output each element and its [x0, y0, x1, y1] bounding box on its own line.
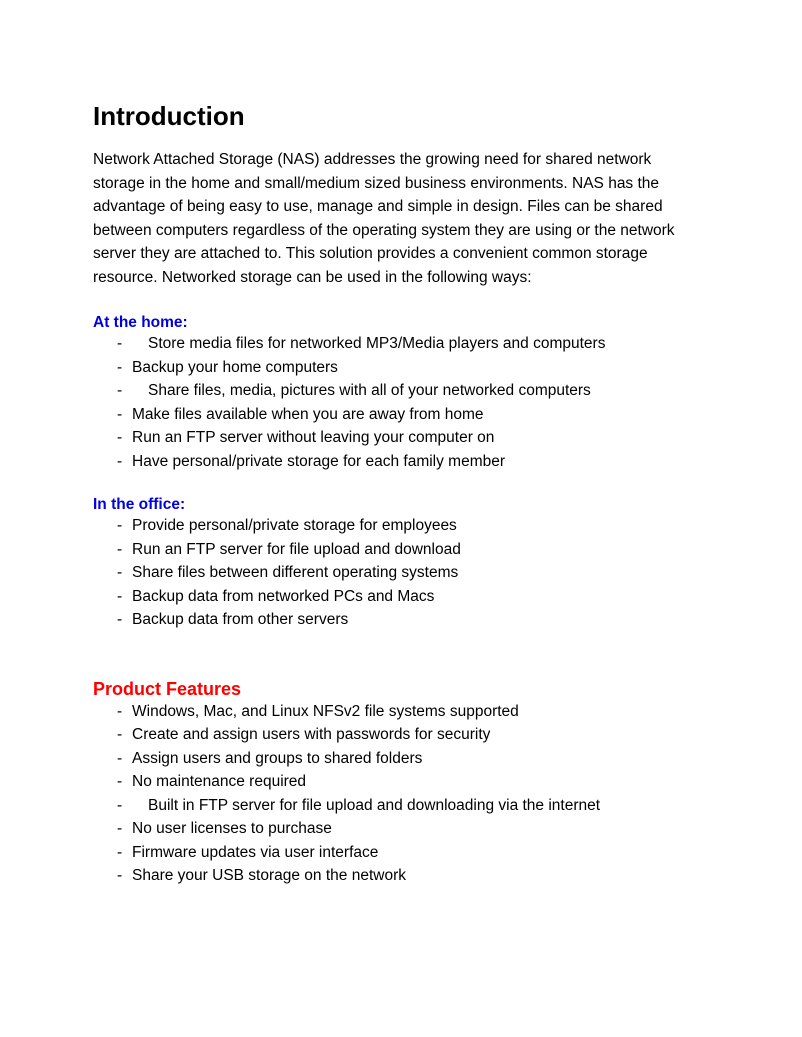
- bullet-dash: -: [117, 820, 123, 837]
- list-item-text: Firmware updates via user interface: [132, 843, 379, 861]
- list-item-text: Run an FTP server without leaving your computer on: [132, 429, 495, 446]
- bullet-dash: -: [117, 843, 123, 861]
- bullet-dash: -: [117, 335, 123, 352]
- list-item-text: Built in FTP server for file upload and downloading via the internet: [148, 796, 601, 814]
- list-item-text: Run an FTP server for file upload and download: [132, 540, 461, 558]
- list-item: [117, 608, 707, 632]
- list-item: [117, 403, 707, 427]
- bullet-dash: -: [117, 587, 123, 605]
- list-item-text: Share files between different operating systems: [132, 564, 459, 581]
- list-item-text: Share your USB storage on the network: [132, 867, 406, 884]
- list-item: [117, 723, 707, 747]
- bullet-dash: -: [117, 773, 123, 790]
- section-product-features: [93, 679, 707, 888]
- section-heading-home: At the home:: [93, 314, 188, 331]
- bullet-dash: -: [117, 405, 123, 423]
- list-item-text: Make files available when you are away from home: [132, 405, 484, 423]
- list-item-text: No user licenses to purchase: [132, 820, 332, 837]
- section-heading-office: In the office:: [93, 496, 186, 513]
- list-item: [117, 841, 707, 865]
- page-title: Introduction: [93, 101, 245, 131]
- list-item: [117, 426, 707, 450]
- bullet-dash: -: [117, 452, 123, 470]
- features-list: [93, 700, 707, 888]
- bullet-dash: -: [117, 611, 123, 628]
- home-list: [93, 332, 707, 473]
- section-in-the-office: [93, 496, 707, 632]
- bullet-dash: -: [117, 726, 123, 743]
- section-heading-features: Product Features: [93, 678, 242, 699]
- bullet-dash: -: [117, 867, 123, 884]
- list-item-text: Windows, Mac, and Linux NFSv2 file systems supported: [132, 702, 519, 720]
- list-item: [117, 864, 707, 888]
- list-item: [117, 794, 707, 818]
- list-item: [117, 700, 707, 724]
- list-item-text: Create and assign users with passwords for security: [132, 726, 491, 743]
- list-item-text: Backup data from networked PCs and Macs: [132, 587, 435, 605]
- list-item: [117, 585, 707, 609]
- list-item: [117, 450, 707, 474]
- section-at-the-home: [93, 314, 707, 473]
- list-item: [117, 817, 707, 841]
- list-item: [117, 538, 707, 562]
- list-item-text: Have personal/private storage for each family member: [132, 452, 506, 470]
- bullet-dash: -: [117, 358, 123, 376]
- bullet-dash: -: [117, 382, 123, 399]
- bullet-dash: -: [117, 796, 123, 814]
- list-item-text: Backup data from other servers: [132, 611, 349, 628]
- bullet-dash: -: [117, 517, 123, 534]
- list-item: [117, 356, 707, 380]
- list-item: [117, 514, 707, 538]
- list-item-text: Share files, media, pictures with all of your networked computers: [148, 382, 591, 399]
- list-item: [117, 332, 707, 356]
- list-item-text: Store media files for networked MP3/Media players and computers: [148, 335, 606, 352]
- bullet-dash: -: [117, 702, 123, 720]
- intro-paragraph: Network Attached Storage (NAS) addresses the growing need for shared network storage in the home and small/medium sized business environments. NAS has the advantage of being easy to use, manage and simple in design. Files can be shared between computers regardless of the operating system they are using or the network server they are attached to. This solution provides a convenient common storage resource. Networked storage can be used in the following ways:: [93, 151, 675, 286]
- bullet-dash: -: [117, 564, 123, 581]
- list-item-text: Provide personal/private storage for employees: [132, 517, 457, 534]
- list-item: [117, 379, 707, 403]
- list-item: [117, 747, 707, 771]
- bullet-dash: -: [117, 749, 123, 767]
- office-list: [93, 514, 707, 632]
- list-item-text: Backup your home computers: [132, 358, 338, 376]
- list-item: [117, 770, 707, 794]
- list-item: [117, 561, 707, 585]
- bullet-dash: -: [117, 429, 123, 446]
- list-item-text: Assign users and groups to shared folders: [132, 749, 423, 767]
- bullet-dash: -: [117, 540, 123, 558]
- list-item-text: No maintenance required: [132, 773, 307, 790]
